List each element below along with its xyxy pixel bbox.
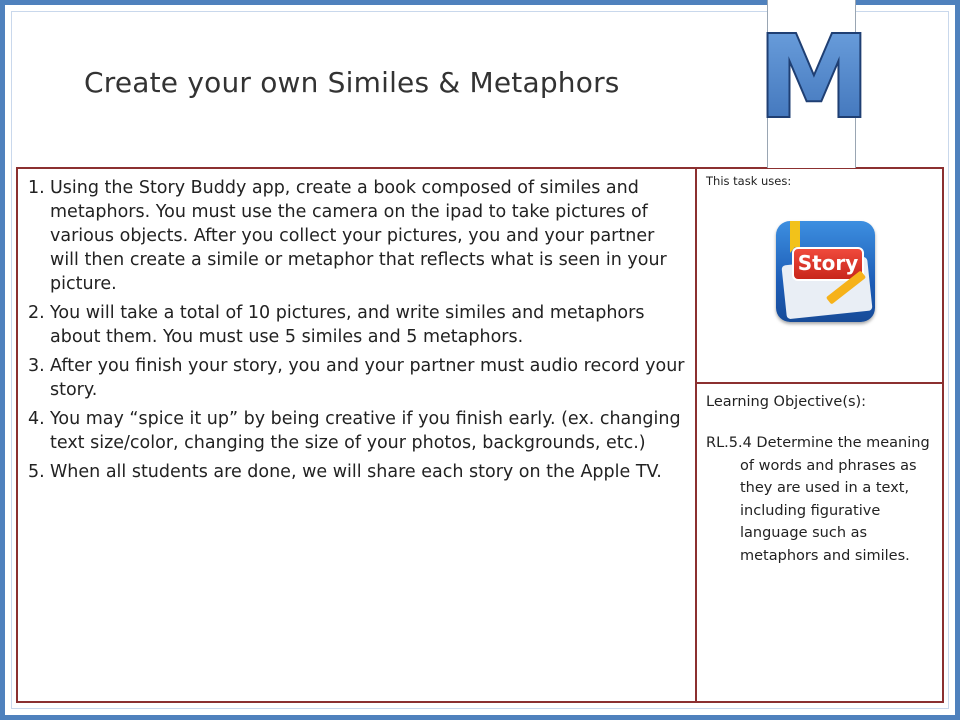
sidebar-divider bbox=[695, 382, 944, 384]
objective-label: Learning Objective(s): bbox=[706, 394, 867, 410]
bookmark-icon bbox=[790, 221, 800, 247]
app-badge: Story bbox=[792, 247, 864, 281]
item-text: You will take a total of 10 pictures, and write similes and metaphors about them. You must use 5 similes and 5 metaphors. bbox=[50, 303, 645, 347]
item-text: When all students are done, we will share each story on the Apple TV. bbox=[50, 462, 662, 482]
corner-letter: M bbox=[758, 13, 870, 143]
item-number: 2. bbox=[28, 303, 45, 323]
objective-text: RL.5.4 Determine the meaning of words and phrases as they are used in a text, including figurative language such as metaphors and similes. bbox=[706, 435, 930, 564]
instruction-item bbox=[28, 460, 688, 484]
item-number: 3. bbox=[28, 356, 45, 376]
item-text: You may “spice it up” by being creative if you finish early. (ex. changing text size/color, changing the size of your photos, backgrounds, etc.) bbox=[50, 409, 681, 453]
item-text: After you finish your story, you and your partner must audio record your story. bbox=[50, 356, 685, 400]
item-number: 1. bbox=[28, 178, 45, 198]
story-buddy-app-icon bbox=[776, 221, 875, 322]
item-number: 5. bbox=[28, 462, 45, 482]
task-uses-label: This task uses: bbox=[706, 174, 792, 188]
column-divider bbox=[695, 167, 697, 703]
instruction-list bbox=[28, 176, 688, 489]
letter-tab bbox=[758, 0, 870, 168]
instruction-item bbox=[28, 407, 688, 455]
instruction-item bbox=[28, 301, 688, 349]
instruction-item bbox=[28, 176, 688, 296]
item-number: 4. bbox=[28, 409, 45, 429]
item-text: Using the Story Buddy app, create a book composed of similes and metaphors. You must use the camera on the ipad to take pictures of various objects. After you collect your pictures, you and your partner will then create a simile or metaphor that reflects what is seen in your picture. bbox=[50, 178, 667, 294]
slide-title: Create your own Similes & Metaphors bbox=[84, 66, 620, 99]
instruction-item bbox=[28, 354, 688, 402]
letter-m-graphic bbox=[758, 13, 870, 143]
